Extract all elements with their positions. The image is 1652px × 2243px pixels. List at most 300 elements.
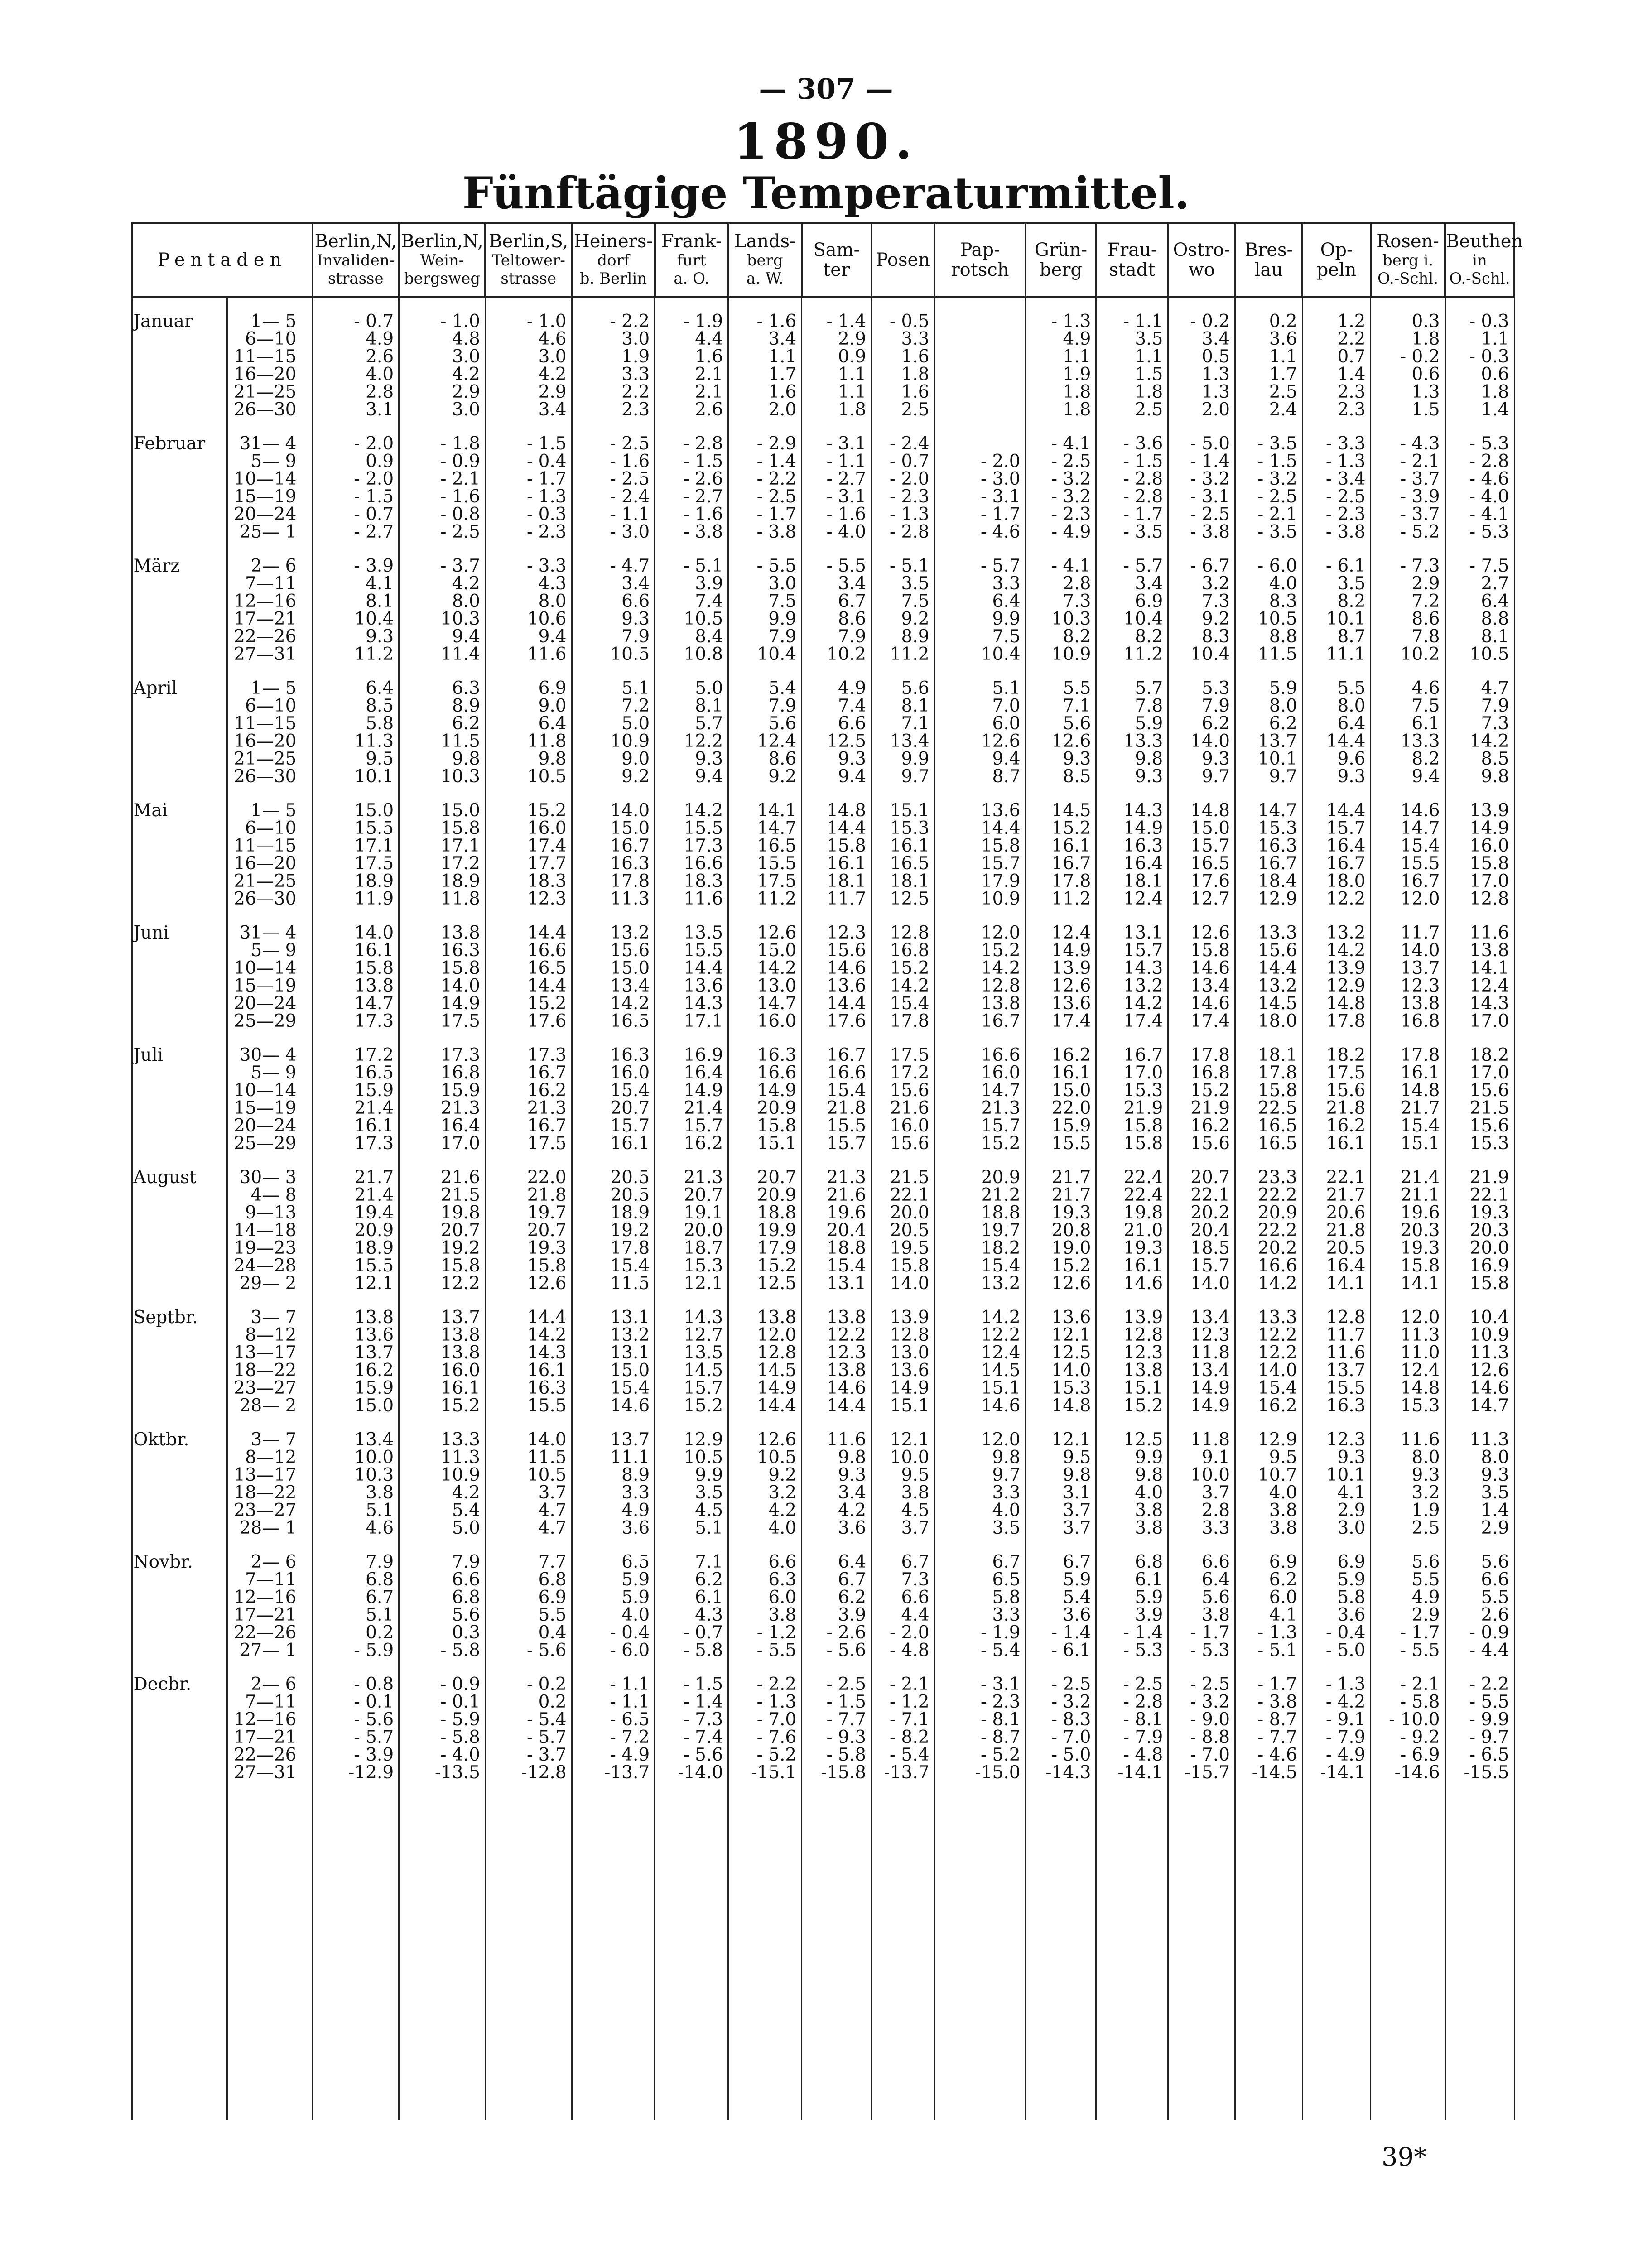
temperature-value: 13.9	[1445, 802, 1514, 819]
spacer-cell	[1026, 1537, 1096, 1553]
temperature-value: 10.5	[655, 610, 728, 628]
temperature-value: 7.2	[572, 697, 655, 715]
temperature-value: 15.6	[1302, 1082, 1371, 1099]
temperature-value: 7.9	[313, 1553, 399, 1571]
temperature-value: 12.9	[1235, 1431, 1303, 1449]
temperature-value: 12.0	[934, 924, 1026, 942]
temperature-value: 15.5	[655, 819, 728, 837]
temperature-value: - 7.1	[872, 1711, 934, 1728]
temperature-value: 17.2	[313, 1046, 399, 1064]
temperature-value: 7.3	[1445, 715, 1514, 732]
temperature-value: 9.4	[934, 750, 1026, 768]
temperature-value: 12.5	[872, 890, 934, 908]
temperature-value: 17.2	[872, 1064, 934, 1082]
temperature-value: 4.0	[1235, 1484, 1303, 1502]
table-row	[132, 715, 1514, 732]
temperature-value: 3.2	[728, 1484, 802, 1502]
temperature-value: 7.9	[1445, 697, 1514, 715]
month-label	[132, 1012, 227, 1030]
temperature-value: - 0.2	[1371, 348, 1445, 366]
spacer-cell	[1168, 419, 1235, 435]
pentade-label: 21—25	[227, 383, 313, 401]
temperature-value: -14.1	[1096, 1764, 1168, 1781]
temperature-value: - 1.5	[313, 488, 399, 505]
spacer-cell	[1096, 541, 1168, 557]
month-label	[132, 750, 227, 768]
spacer-cell	[399, 541, 486, 557]
temperature-value: 15.8	[1235, 1082, 1303, 1099]
temperature-value: 10.0	[313, 1449, 399, 1466]
temperature-value: 5.1	[313, 1606, 399, 1624]
temperature-value: 1.6	[728, 383, 802, 401]
temperature-value: 21.3	[655, 1169, 728, 1186]
spacer-cell	[1302, 663, 1371, 679]
header-station-line-1: Sam-	[813, 240, 860, 260]
month-label: April	[132, 679, 227, 697]
temperature-value: 7.3	[1026, 592, 1096, 610]
temperature-value: 16.1	[313, 1117, 399, 1135]
temperature-value: 17.3	[655, 837, 728, 855]
spacer-cell	[313, 419, 399, 435]
temperature-value: 4.1	[313, 575, 399, 592]
spacer-cell	[655, 1152, 728, 1169]
temperature-value: 8.9	[872, 628, 934, 645]
temperature-value: 16.3	[728, 1046, 802, 1064]
temperature-value: 15.4	[1371, 837, 1445, 855]
month-label: Juni	[132, 924, 227, 942]
spacer-cell	[1026, 785, 1096, 802]
header-station	[655, 223, 728, 297]
temperature-value: 15.5	[802, 1117, 872, 1135]
header-station-line-2: lau	[1254, 260, 1283, 280]
temperature-value: - 2.2	[572, 313, 655, 330]
temperature-value: 16.4	[1096, 855, 1168, 872]
temperature-value: 10.9	[1026, 645, 1096, 663]
temperature-value: 0.2	[485, 1693, 572, 1711]
temperature-value: 1.1	[1026, 348, 1096, 366]
temperature-value: 6.1	[1096, 1571, 1168, 1588]
spacer-cell	[1235, 1152, 1303, 1169]
temperature-value: 13.7	[1235, 732, 1303, 750]
spacer-cell	[1026, 1781, 1096, 2120]
temperature-value: 16.5	[572, 1012, 655, 1030]
spacer-cell	[132, 541, 227, 557]
spacer-cell	[485, 1415, 572, 1431]
table-row	[132, 1397, 1514, 1415]
temperature-value: 16.1	[485, 1362, 572, 1379]
temperature-value: - 2.1	[872, 1675, 934, 1693]
spacer-cell	[572, 419, 655, 435]
temperature-value: 20.9	[934, 1169, 1026, 1186]
temperature-value: 11.5	[485, 1449, 572, 1466]
temperature-value: 20.9	[313, 1222, 399, 1239]
temperature-value: 8.2	[1371, 750, 1445, 768]
spacer-cell	[655, 1659, 728, 1675]
temperature-value: 19.2	[572, 1222, 655, 1239]
temperature-value: 19.4	[313, 1204, 399, 1222]
temperature-value: - 7.7	[802, 1711, 872, 1728]
temperature-value: 19.7	[485, 1204, 572, 1222]
spacer-cell	[655, 1537, 728, 1553]
temperature-value: 15.3	[1096, 1082, 1168, 1099]
temperature-value: - 9.9	[1445, 1711, 1514, 1728]
temperature-value: 2.5	[1371, 1519, 1445, 1537]
temperature-value: - 0.7	[313, 313, 399, 330]
month-label	[132, 872, 227, 890]
temperature-value: 13.6	[655, 977, 728, 995]
temperature-value: - 4.9	[572, 1746, 655, 1764]
temperature-value: - 4.1	[1445, 505, 1514, 523]
spacer-cell	[1096, 1781, 1168, 2120]
spacer-cell	[1371, 1030, 1445, 1046]
temperature-value: 9.8	[1096, 750, 1168, 768]
temperature-value: - 7.0	[1168, 1746, 1235, 1764]
temperature-value: 17.6	[802, 1012, 872, 1030]
temperature-value	[934, 366, 1026, 383]
temperature-value: 2.6	[313, 348, 399, 366]
temperature-value: 19.6	[1371, 1204, 1445, 1222]
spacer-cell	[1168, 1030, 1235, 1046]
temperature-value: 14.9	[1096, 819, 1168, 837]
month-label	[132, 1588, 227, 1606]
temperature-value: 4.0	[728, 1519, 802, 1537]
temperature-value: 4.2	[802, 1502, 872, 1519]
temperature-value: - 4.0	[399, 1746, 486, 1764]
temperature-value: 6.9	[1096, 592, 1168, 610]
temperature-value: 13.8	[399, 1344, 486, 1362]
temperature-value: 20.9	[728, 1186, 802, 1204]
temperature-value: 3.4	[802, 1484, 872, 1502]
temperature-value: 3.8	[1168, 1606, 1235, 1624]
temperature-value: 17.3	[485, 1046, 572, 1064]
temperature-value: - 2.8	[1096, 1693, 1168, 1711]
temperature-value: - 2.3	[872, 488, 934, 505]
temperature-value: 9.3	[802, 750, 872, 768]
temperature-value: - 4.9	[1026, 523, 1096, 541]
temperature-value: 15.6	[802, 942, 872, 959]
temperature-value: 9.5	[872, 1466, 934, 1484]
temperature-value: 8.1	[313, 592, 399, 610]
pentade-label: 25—29	[227, 1135, 313, 1152]
pentade-label: 14—18	[227, 1222, 313, 1239]
spacer-cell	[399, 663, 486, 679]
temperature-value: - 7.0	[728, 1711, 802, 1728]
temperature-value: 15.8	[802, 837, 872, 855]
temperature-value: 21.5	[1445, 1099, 1514, 1117]
temperature-value: 2.3	[572, 401, 655, 419]
temperature-value: - 2.7	[313, 523, 399, 541]
temperature-value: 6.6	[872, 1588, 934, 1606]
temperature-value: 9.4	[399, 628, 486, 645]
table-row	[132, 1693, 1514, 1711]
temperature-value: 18.8	[802, 1239, 872, 1257]
temperature-value: -12.9	[313, 1764, 399, 1781]
spacer-cell	[1168, 1781, 1235, 2120]
temperature-value: 4.2	[728, 1502, 802, 1519]
table-row	[132, 452, 1514, 470]
temperature-value: - 5.5	[728, 557, 802, 575]
temperature-value: 15.8	[728, 1117, 802, 1135]
spacer-cell	[227, 1659, 313, 1675]
temperature-value: 17.3	[313, 1135, 399, 1152]
temperature-value: 16.0	[1445, 837, 1514, 855]
temperature-value: 15.4	[1371, 1117, 1445, 1135]
temperature-value: 1.7	[1235, 366, 1303, 383]
temperature-value: 8.3	[1235, 592, 1303, 610]
temperature-value: 21.8	[1302, 1099, 1371, 1117]
temperature-value: 21.9	[1096, 1099, 1168, 1117]
temperature-value: - 2.1	[1235, 505, 1303, 523]
temperature-value: 14.1	[1302, 1275, 1371, 1292]
temperature-value: 15.4	[572, 1257, 655, 1275]
pentade-label: 15—19	[227, 977, 313, 995]
spacer-cell	[1445, 1152, 1514, 1169]
temperature-value: - 4.3	[1371, 435, 1445, 452]
spacer-cell	[934, 541, 1026, 557]
temperature-value: - 0.2	[1168, 313, 1235, 330]
temperature-value: 13.8	[313, 977, 399, 995]
temperature-value: - 2.7	[655, 488, 728, 505]
table-row	[132, 924, 1514, 942]
temperature-value: 14.2	[1235, 1275, 1303, 1292]
temperature-value: - 3.8	[1235, 1693, 1303, 1711]
temperature-value: 11.8	[1168, 1431, 1235, 1449]
temperature-value: 17.1	[655, 1012, 728, 1030]
temperature-value: 17.5	[485, 1135, 572, 1152]
temperature-value: 16.3	[485, 1379, 572, 1397]
month-label: August	[132, 1169, 227, 1186]
spacer-cell	[934, 1659, 1026, 1675]
pentade-label: 13—17	[227, 1466, 313, 1484]
temperature-value: 16.5	[1168, 855, 1235, 872]
temperature-value: 12.8	[728, 1344, 802, 1362]
temperature-value: 15.8	[872, 1257, 934, 1275]
temperature-value: 15.3	[872, 819, 934, 837]
temperature-value: 16.3	[572, 855, 655, 872]
temperature-value: 5.8	[1302, 1588, 1371, 1606]
temperature-value: 16.0	[485, 819, 572, 837]
temperature-value: 3.8	[872, 1484, 934, 1502]
temperature-value: - 8.1	[934, 1711, 1026, 1728]
temperature-value: 15.5	[485, 1397, 572, 1415]
temperature-value: 16.1	[572, 1135, 655, 1152]
spacer-cell	[934, 1292, 1026, 1309]
temperature-value: 18.3	[485, 872, 572, 890]
spacer-cell	[1026, 419, 1096, 435]
spacer-cell	[485, 908, 572, 924]
temperature-value: - 2.1	[1371, 1675, 1445, 1693]
temperature-value: -14.3	[1026, 1764, 1096, 1781]
month-label	[132, 697, 227, 715]
spacer-cell	[1235, 1415, 1303, 1431]
temperature-value: 2.9	[1371, 575, 1445, 592]
spacer-cell	[1371, 1415, 1445, 1431]
table-row	[132, 557, 1514, 575]
temperature-table	[131, 222, 1523, 2120]
temperature-value: 12.4	[934, 1344, 1026, 1362]
spacer-cell	[485, 297, 572, 313]
temperature-value: - 0.7	[313, 505, 399, 523]
temperature-value: - 2.5	[572, 435, 655, 452]
temperature-value: 16.7	[1026, 855, 1096, 872]
temperature-value: 10.1	[313, 768, 399, 785]
temperature-value: 14.4	[802, 1397, 872, 1415]
temperature-value: 14.3	[1096, 959, 1168, 977]
temperature-value: 15.8	[399, 959, 486, 977]
temperature-value: 16.0	[934, 1064, 1026, 1082]
spacer-cell	[1096, 785, 1168, 802]
temperature-value: 6.4	[1302, 715, 1371, 732]
temperature-value: - 7.9	[1302, 1728, 1371, 1746]
temperature-value: 12.6	[1168, 924, 1235, 942]
temperature-value: 11.0	[1371, 1344, 1445, 1362]
pentade-label: 11—15	[227, 348, 313, 366]
temperature-value: 19.3	[1371, 1239, 1445, 1257]
temperature-value: 14.8	[1026, 1397, 1096, 1415]
pentade-label: 12—16	[227, 1711, 313, 1728]
month-label	[132, 1117, 227, 1135]
pentade-label: 22—26	[227, 1624, 313, 1641]
temperature-value: 18.1	[872, 872, 934, 890]
temperature-value: 9.8	[1445, 768, 1514, 785]
pentade-label: 8—12	[227, 1449, 313, 1466]
temperature-value: 9.0	[572, 750, 655, 768]
temperature-value	[934, 401, 1026, 419]
temperature-value: 7.9	[728, 697, 802, 715]
temperature-value: 4.3	[655, 1606, 728, 1624]
pentade-label: 10—14	[227, 959, 313, 977]
temperature-value: 8.8	[1235, 628, 1303, 645]
temperature-value: - 5.7	[1096, 557, 1168, 575]
temperature-value: 15.2	[934, 1135, 1026, 1152]
temperature-value: 21.6	[802, 1186, 872, 1204]
temperature-value: 13.2	[572, 1326, 655, 1344]
temperature-value: 16.2	[655, 1135, 728, 1152]
temperature-value: 21.8	[1302, 1222, 1371, 1239]
temperature-value: - 4.7	[572, 557, 655, 575]
temperature-value: -13.5	[399, 1764, 486, 1781]
pentade-label: 17—21	[227, 1606, 313, 1624]
temperature-value: 16.7	[1096, 1046, 1168, 1064]
temperature-value: - 1.4	[802, 313, 872, 330]
temperature-value: 11.6	[802, 1431, 872, 1449]
temperature-value: 15.3	[1026, 1379, 1096, 1397]
temperature-value: 10.5	[1235, 610, 1303, 628]
temperature-value: - 3.3	[1302, 435, 1371, 452]
temperature-value: 7.9	[572, 628, 655, 645]
temperature-value: 12.8	[872, 924, 934, 942]
temperature-value: 22.2	[1235, 1222, 1303, 1239]
spacer-cell	[1371, 541, 1445, 557]
temperature-value: 16.3	[1096, 837, 1168, 855]
temperature-value: 6.2	[655, 1571, 728, 1588]
temperature-value: - 5.7	[485, 1728, 572, 1746]
temperature-value: 22.1	[1302, 1169, 1371, 1186]
temperature-value: 15.7	[1302, 819, 1371, 837]
temperature-value: 4.6	[1371, 679, 1445, 697]
pentade-label: 3— 7	[227, 1431, 313, 1449]
pentade-label: 1— 5	[227, 802, 313, 819]
temperature-value: 3.6	[572, 1519, 655, 1537]
temperature-value: 1.1	[1096, 348, 1168, 366]
spacer-cell	[1302, 785, 1371, 802]
spacer-cell	[872, 541, 934, 557]
temperature-value: 22.4	[1096, 1186, 1168, 1204]
temperature-value: 9.3	[655, 750, 728, 768]
temperature-value: - 1.5	[1096, 452, 1168, 470]
temperature-value: 13.1	[1096, 924, 1168, 942]
header-station-line-3: b. Berlin	[579, 270, 647, 288]
header-station-line-1: Beuthen	[1446, 231, 1523, 252]
temperature-value: - 2.5	[802, 1675, 872, 1693]
temperature-value: - 7.3	[1371, 557, 1445, 575]
spacer-cell	[399, 297, 486, 313]
temperature-value: 13.2	[1302, 924, 1371, 942]
temperature-value: 16.1	[1026, 1064, 1096, 1082]
table-row	[132, 768, 1514, 785]
temperature-value: 5.9	[1302, 1571, 1371, 1588]
temperature-value: - 2.4	[872, 435, 934, 452]
header-station-line-1: Lands-	[734, 231, 796, 252]
header-station-line-2: rotsch	[951, 260, 1009, 280]
table-row	[132, 1711, 1514, 1728]
table-row	[132, 1099, 1514, 1117]
temperature-value: 17.7	[485, 855, 572, 872]
table-row	[132, 1449, 1514, 1466]
table-row	[132, 697, 1514, 715]
temperature-value: 6.5	[934, 1571, 1026, 1588]
pentade-label: 9—13	[227, 1204, 313, 1222]
spacer-cell	[1168, 785, 1235, 802]
temperature-value: 12.1	[872, 1431, 934, 1449]
temperature-value: 12.2	[1235, 1326, 1303, 1344]
temperature-value: 19.0	[1026, 1239, 1096, 1257]
temperature-value: 2.1	[655, 366, 728, 383]
pentade-label: 6—10	[227, 330, 313, 348]
temperature-value: - 1.3	[1235, 1624, 1303, 1641]
month-label	[132, 1275, 227, 1292]
header-station-line-3: a. W.	[746, 270, 784, 288]
temperature-value: 10.3	[313, 1466, 399, 1484]
temperature-value: 15.2	[728, 1257, 802, 1275]
temperature-value: - 1.6	[802, 505, 872, 523]
temperature-value: 17.9	[728, 1239, 802, 1257]
temperature-value: 9.8	[802, 1449, 872, 1466]
temperature-value: - 3.6	[1096, 435, 1168, 452]
temperature-value: 7.8	[1371, 628, 1445, 645]
month-label	[132, 366, 227, 383]
temperature-value: - 5.2	[1371, 523, 1445, 541]
temperature-value: 5.9	[1096, 715, 1168, 732]
temperature-value: 15.2	[1026, 819, 1096, 837]
temperature-value: 7.4	[802, 697, 872, 715]
temperature-value: 6.7	[802, 1571, 872, 1588]
spacer-cell	[132, 1659, 227, 1675]
month-label	[132, 1064, 227, 1082]
temperature-value: 4.9	[802, 679, 872, 697]
temperature-value	[934, 383, 1026, 401]
temperature-value: 3.0	[572, 330, 655, 348]
pentade-label: 16—20	[227, 732, 313, 750]
temperature-value: - 10.0	[1371, 1711, 1445, 1728]
temperature-value: 0.6	[1371, 366, 1445, 383]
temperature-value: - 0.5	[872, 313, 934, 330]
temperature-value: - 2.8	[1096, 470, 1168, 488]
spacer-cell	[485, 541, 572, 557]
temperature-value: 2.5	[1096, 401, 1168, 419]
temperature-value: 15.0	[313, 1397, 399, 1415]
temperature-value: 12.0	[934, 1431, 1026, 1449]
